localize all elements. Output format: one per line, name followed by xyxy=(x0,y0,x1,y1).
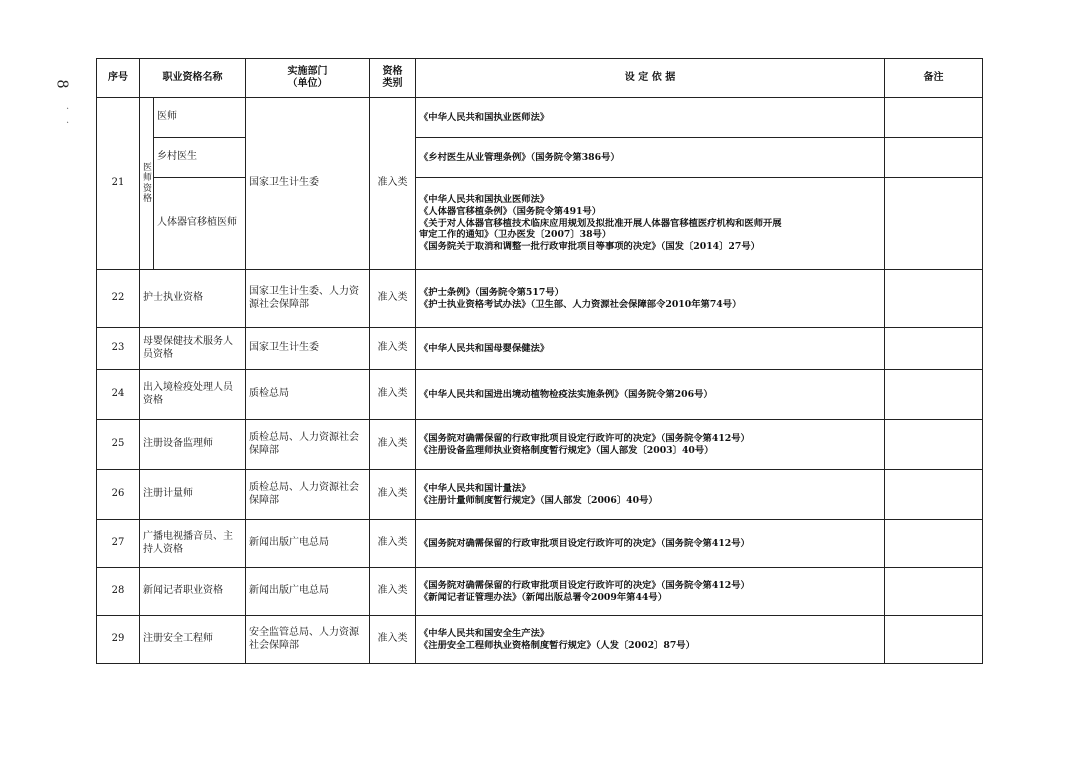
basis-line: 《中华人民共和国进出境动植物检疫法实施条例》（国务院令第206号） xyxy=(419,388,713,400)
row-category: 准入类 xyxy=(370,328,416,370)
row-dept: 安全监管总局、人力资源社会保障部 xyxy=(246,616,370,664)
row-sub-name: 人体器官移植医师 xyxy=(154,178,246,270)
row-sub-name: 医师 xyxy=(154,98,246,138)
row-note xyxy=(885,270,983,328)
table-row xyxy=(97,520,983,568)
row-basis xyxy=(416,568,885,616)
row-name: 注册计量师 xyxy=(140,470,246,520)
row-dept: 质检总局 xyxy=(246,370,370,420)
row-category: 准入类 xyxy=(370,520,416,568)
basis-line: 《乡村医生从业管理条例》（国务院令第386号） xyxy=(419,151,620,163)
header-note: 备注 xyxy=(885,59,983,98)
row-note xyxy=(885,328,983,370)
row-index: 24 xyxy=(97,370,140,420)
row-basis xyxy=(416,370,885,420)
row-index: 25 xyxy=(97,420,140,470)
basis-line: 审定工作的通知》（卫办医发〔2007〕38号） xyxy=(419,229,612,241)
header-row xyxy=(97,59,983,98)
row-basis xyxy=(416,520,885,568)
row-dept: 新闻出版广电总局 xyxy=(246,520,370,568)
header-cat-line2: 类别 xyxy=(382,78,403,89)
table-row xyxy=(97,470,983,520)
page-number: 8 xyxy=(53,79,73,89)
basis-line: 《中华人民共和国执业医师法》 xyxy=(419,194,550,206)
row-category: 准入类 xyxy=(370,98,416,270)
row-basis xyxy=(416,270,885,328)
row-basis xyxy=(416,328,885,370)
row-basis xyxy=(416,138,885,178)
row-index: 22 xyxy=(97,270,140,328)
table-row xyxy=(97,370,983,420)
row-category: 准入类 xyxy=(370,270,416,328)
row-name: 护士执业资格 xyxy=(140,270,246,328)
row-category: 准入类 xyxy=(370,420,416,470)
row-category: 准入类 xyxy=(370,370,416,420)
header-category xyxy=(370,59,416,98)
row-dept: 质检总局、人力资源社会保障部 xyxy=(246,420,370,470)
basis-line: 《注册安全工程师执业资格制度暂行规定》（人发〔2002〕87号） xyxy=(419,639,695,651)
row-note xyxy=(885,370,983,420)
margin-mark: · xyxy=(66,104,70,115)
row-basis xyxy=(416,470,885,520)
row-sub-name: 乡村医生 xyxy=(154,138,246,178)
row-name: 新闻记者职业资格 xyxy=(140,568,246,616)
row-basis xyxy=(416,616,885,664)
row-note xyxy=(885,520,983,568)
row-note xyxy=(885,470,983,520)
row-name: 广播电视播音员、主持人资格 xyxy=(140,520,246,568)
header-cat-line1: 资格 xyxy=(382,65,403,77)
header-name: 职业资格名称 xyxy=(140,59,246,98)
table-row xyxy=(97,616,983,664)
row-name: 注册安全工程师 xyxy=(140,616,246,664)
basis-line: 《中华人民共和国执业医师法》 xyxy=(419,111,550,123)
row-index: 23 xyxy=(97,328,140,370)
header-dept-line2: （单位） xyxy=(287,78,328,89)
row-index: 21 xyxy=(97,98,140,270)
row-basis xyxy=(416,178,885,270)
row-index: 28 xyxy=(97,568,140,616)
table-row xyxy=(97,420,983,470)
row-category: 准入类 xyxy=(370,616,416,664)
basis-line: 《人体器官移植条例》（国务院令第491号） xyxy=(419,206,602,218)
row-name: 注册设备监理师 xyxy=(140,420,246,470)
row-category: 准入类 xyxy=(370,568,416,616)
row-dept: 国家卫生计生委 xyxy=(246,328,370,370)
row-basis xyxy=(416,420,885,470)
row-note xyxy=(885,616,983,664)
row-index: 26 xyxy=(97,470,140,520)
margin-mark: · xyxy=(66,118,70,129)
basis-line: 《注册计量师制度暂行规定》（国人部发〔2006〕40号） xyxy=(419,494,658,506)
basis-line: 《中华人民共和国计量法》 xyxy=(419,482,531,494)
row-note xyxy=(885,420,983,470)
row-dept: 国家卫生计生委 xyxy=(246,98,370,270)
row-note xyxy=(885,98,983,138)
basis-line: 《护士条例》（国务院令第517号） xyxy=(419,286,564,298)
row-category: 准入类 xyxy=(370,470,416,520)
header-dept xyxy=(246,59,370,98)
row-dept: 新闻出版广电总局 xyxy=(246,568,370,616)
row-group-name: 医师资格 xyxy=(140,98,154,270)
basis-line: 《护士执业资格考试办法》（卫生部、人力资源社会保障部令2010年第74号） xyxy=(419,298,742,310)
basis-line: 《关于对人体器官移植技术临床应用规划及拟批准开展人体器官移植医疗机构和医师开展 xyxy=(419,217,782,229)
table-row xyxy=(97,138,983,178)
basis-line: 《国务院对确需保留的行政审批项目设定行政许可的决定》（国务院令第412号） xyxy=(419,432,750,444)
table-row xyxy=(97,568,983,616)
qualification-table xyxy=(96,58,983,664)
row-dept: 质检总局、人力资源社会保障部 xyxy=(246,470,370,520)
row-note xyxy=(885,568,983,616)
row-name: 母婴保健技术服务人员资格 xyxy=(140,328,246,370)
basis-line: 《国务院关于取消和调整一批行政审批项目等事项的决定》（国发〔2014〕27号） xyxy=(419,240,760,252)
row-index: 27 xyxy=(97,520,140,568)
header-idx: 序号 xyxy=(97,59,140,98)
basis-line: 《注册设备监理师执业资格制度暂行规定》（国人部发〔2003〕40号） xyxy=(419,444,714,456)
row-basis xyxy=(416,98,885,138)
table-row xyxy=(97,328,983,370)
basis-line: 《国务院对确需保留的行政审批项目设定行政许可的决定》（国务院令第412号） xyxy=(419,579,750,591)
row-note xyxy=(885,138,983,178)
basis-line: 《新闻记者证管理办法》（新闻出版总署令2009年第44号） xyxy=(419,591,667,603)
header-basis: 设 定 依 据 xyxy=(416,59,885,98)
table-row xyxy=(97,98,983,138)
basis-line: 《中华人民共和国母婴保健法》 xyxy=(419,342,550,354)
basis-line: 《中华人民共和国安全生产法》 xyxy=(419,627,550,639)
table-row xyxy=(97,178,983,270)
row-name: 出入境检疫处理人员资格 xyxy=(140,370,246,420)
row-index: 29 xyxy=(97,616,140,664)
basis-line: 《国务院对确需保留的行政审批项目设定行政许可的决定》（国务院令第412号） xyxy=(419,537,750,549)
row-dept: 国家卫生计生委、人力资源社会保障部 xyxy=(246,270,370,328)
row-note xyxy=(885,178,983,270)
table-row xyxy=(97,270,983,328)
header-dept-line1: 实施部门 xyxy=(287,65,328,77)
